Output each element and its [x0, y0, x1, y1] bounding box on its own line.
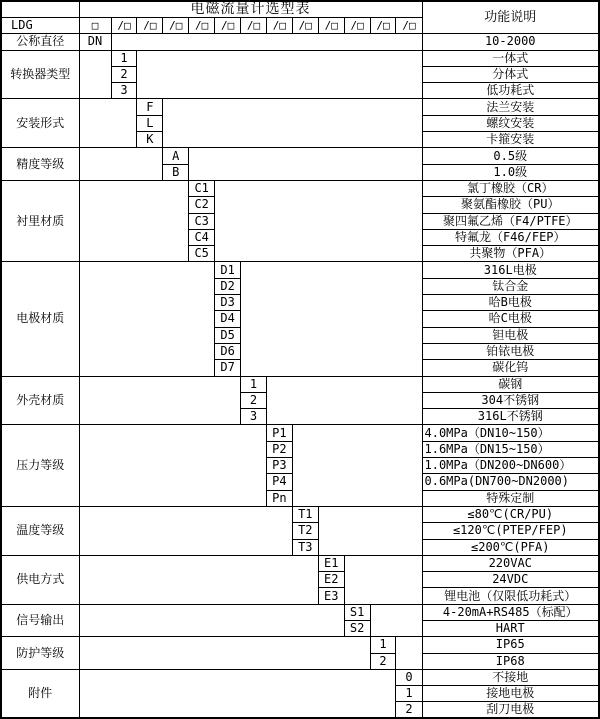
option-code-cell: 3	[111, 83, 137, 99]
option-code-cell: 2	[241, 392, 267, 408]
right-spacer	[241, 262, 422, 376]
option-code-cell: 2	[396, 702, 422, 719]
model-slot-cell: /□	[292, 18, 318, 34]
option-code-cell: 3	[241, 409, 267, 425]
option-code-cell: 1	[396, 686, 422, 702]
right-spacer	[396, 637, 422, 670]
category-label: 外壳材质	[1, 376, 79, 425]
option-code-cell: D4	[215, 311, 241, 327]
function-value-cell: 法兰安装	[422, 99, 599, 115]
option-code-cell: P3	[266, 458, 292, 474]
function-value-cell: 碳化钨	[422, 360, 599, 376]
function-value-cell: 聚四氟乙烯（F4/PTFE）	[422, 213, 599, 229]
option-code-cell: L	[137, 115, 163, 131]
category-label: 附件	[1, 669, 79, 718]
option-code-cell: K	[137, 132, 163, 148]
category-label: 转换器类型	[1, 50, 79, 99]
title-corner-cell	[1, 1, 79, 18]
function-value-cell: 锂电池（仅限低功耗式）	[422, 588, 599, 604]
function-value-cell: 钽电极	[422, 327, 599, 343]
function-header: 功能说明	[422, 1, 599, 34]
option-code-cell: S1	[344, 604, 370, 620]
option-code-cell: A	[163, 148, 189, 164]
function-value-cell: 刮刀电极	[422, 702, 599, 719]
function-value-cell: 316L不锈钢	[422, 409, 599, 425]
option-code-cell: P2	[266, 441, 292, 457]
function-value-cell: 特殊定制	[422, 490, 599, 506]
option-code-cell: D6	[215, 343, 241, 359]
option-code-cell: D7	[215, 360, 241, 376]
model-slot-cell: /□	[189, 18, 215, 34]
option-code-cell: C2	[189, 197, 215, 213]
model-slot-cell: /□	[396, 18, 422, 34]
option-code-cell: F	[137, 99, 163, 115]
option-code-cell: P1	[266, 425, 292, 441]
function-value-cell: 接地电极	[422, 686, 599, 702]
option-code-cell: E2	[318, 572, 344, 588]
category-label: 温度等级	[1, 506, 79, 555]
option-code-cell: B	[163, 164, 189, 180]
function-value-cell: IP68	[422, 653, 599, 669]
function-value-cell: 1.0MPa（DN200~DN600）	[422, 458, 599, 474]
option-code-cell: T2	[292, 523, 318, 539]
function-value-cell: 特氟龙（F46/FEP）	[422, 229, 599, 245]
function-value-cell: 氯丁橡胶（CR）	[422, 180, 599, 196]
option-code-cell: 1	[241, 376, 267, 392]
left-spacer	[79, 425, 266, 506]
function-value-cell: 220VAC	[422, 555, 599, 571]
option-code-cell: 2	[370, 653, 396, 669]
function-value-cell: 铂铱电极	[422, 343, 599, 359]
option-code-cell: C4	[189, 229, 215, 245]
option-code-cell: 0	[396, 669, 422, 685]
option-code-cell: D1	[215, 262, 241, 278]
model-slot-cell: /□	[163, 18, 189, 34]
function-value-cell: 4-20mA+RS485（标配）	[422, 604, 599, 620]
model-slot-cell: /□	[215, 18, 241, 34]
function-value-cell: 304不锈钢	[422, 392, 599, 408]
function-value-cell: ≤120℃(PTEP/FEP)	[422, 523, 599, 539]
category-label: 安装形式	[1, 99, 79, 148]
model-slot-cell: /□	[344, 18, 370, 34]
function-value-cell: 哈B电极	[422, 295, 599, 311]
option-code-cell: D2	[215, 278, 241, 294]
left-spacer	[79, 148, 163, 181]
model-slot-cell: /□	[137, 18, 163, 34]
left-spacer	[79, 669, 396, 718]
function-value-cell: ≤80℃(CR/PU)	[422, 506, 599, 522]
left-spacer	[79, 555, 318, 604]
function-value-cell: 0.5级	[422, 148, 599, 164]
function-value-cell: 螺纹安装	[422, 115, 599, 131]
function-value-cell: 不接地	[422, 669, 599, 685]
option-code-cell: 2	[111, 66, 137, 82]
option-code-cell: Pn	[266, 490, 292, 506]
right-spacer	[318, 506, 422, 555]
diameter-spacer	[111, 34, 422, 50]
right-spacer	[292, 425, 422, 506]
table-title: 电磁流量计选型表	[79, 1, 422, 18]
function-value-cell: 一体式	[422, 50, 599, 66]
model-box-cell: □	[79, 18, 111, 34]
option-code-cell: 1	[370, 637, 396, 653]
option-code-cell: D3	[215, 295, 241, 311]
option-code-cell: C1	[189, 180, 215, 196]
option-code-cell: D5	[215, 327, 241, 343]
right-spacer	[189, 148, 422, 181]
right-spacer	[370, 604, 422, 637]
function-value-cell: 聚氨酯橡胶（PU）	[422, 197, 599, 213]
option-code-cell: P4	[266, 474, 292, 490]
diameter-value: 10-2000	[422, 34, 599, 50]
category-label: 防护等级	[1, 637, 79, 670]
right-spacer	[266, 376, 422, 425]
function-value-cell: 哈C电极	[422, 311, 599, 327]
function-value-cell: 钛合金	[422, 278, 599, 294]
function-value-cell: 0.6MPa(DN700~DN2000)	[422, 474, 599, 490]
model-prefix: LDG	[1, 18, 79, 34]
function-value-cell: 卡箍安装	[422, 132, 599, 148]
right-spacer	[344, 555, 422, 604]
function-value-cell: HART	[422, 620, 599, 636]
option-code-cell: C5	[189, 246, 215, 262]
model-slot-cell: /□	[318, 18, 344, 34]
category-label: 供电方式	[1, 555, 79, 604]
function-value-cell: 共聚物（PFA）	[422, 246, 599, 262]
function-value-cell: 4.0MPa（DN10~150）	[422, 425, 599, 441]
option-code-cell: E1	[318, 555, 344, 571]
category-label: 衬里材质	[1, 180, 79, 261]
function-value-cell: 分体式	[422, 66, 599, 82]
category-label: 精度等级	[1, 148, 79, 181]
model-slot-cell: /□	[370, 18, 396, 34]
option-code-cell: T3	[292, 539, 318, 555]
left-spacer	[79, 506, 292, 555]
right-spacer	[163, 99, 422, 148]
model-slot-cell: /□	[266, 18, 292, 34]
left-spacer	[79, 376, 241, 425]
model-slot-cell: /□	[111, 18, 137, 34]
function-value-cell: 1.0级	[422, 164, 599, 180]
right-spacer	[137, 50, 422, 99]
model-slot-cell: /□	[241, 18, 267, 34]
diameter-label: 公称直径	[1, 34, 79, 50]
function-value-cell: ≤200℃(PFA)	[422, 539, 599, 555]
category-label: 压力等级	[1, 425, 79, 506]
option-code-cell: T1	[292, 506, 318, 522]
category-label: 信号输出	[1, 604, 79, 637]
function-value-cell: 316L电极	[422, 262, 599, 278]
function-value-cell: 24VDC	[422, 572, 599, 588]
left-spacer	[79, 99, 137, 148]
category-label: 电极材质	[1, 262, 79, 376]
right-spacer	[215, 180, 422, 261]
function-value-cell: 低功耗式	[422, 83, 599, 99]
option-code-cell: 1	[111, 50, 137, 66]
function-value-cell: 1.6MPa（DN15~150）	[422, 441, 599, 457]
option-code-cell: C3	[189, 213, 215, 229]
function-value-cell: 碳钢	[422, 376, 599, 392]
option-code-cell: E3	[318, 588, 344, 604]
left-spacer	[79, 262, 215, 376]
left-spacer	[79, 604, 344, 637]
function-value-cell: IP65	[422, 637, 599, 653]
left-spacer	[79, 180, 189, 261]
left-spacer	[79, 637, 370, 670]
left-spacer	[79, 50, 111, 99]
diameter-code: DN	[79, 34, 111, 50]
option-code-cell: S2	[344, 620, 370, 636]
